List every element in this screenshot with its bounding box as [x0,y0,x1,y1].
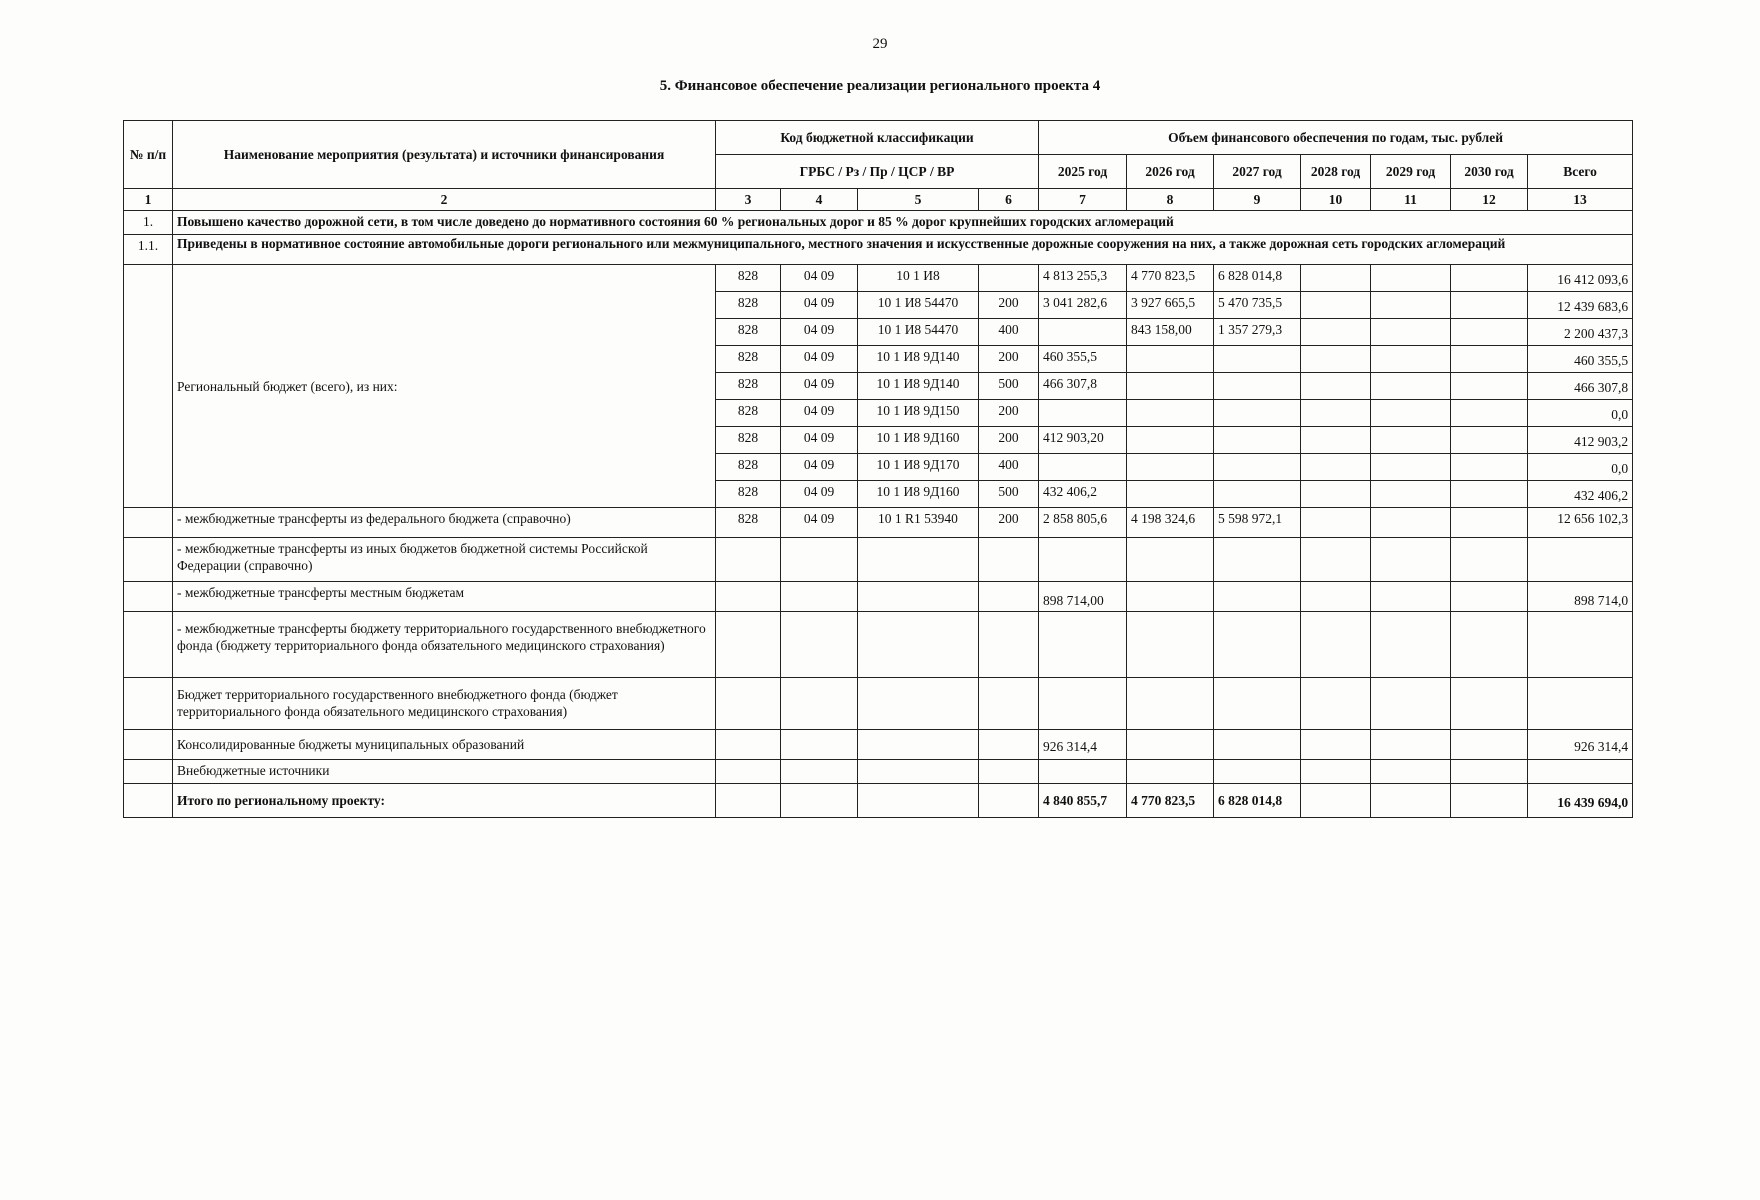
cell-vr: 200 [979,346,1039,373]
cell-2027: 6 828 014,8 [1214,265,1301,292]
cell-csr: 10 1 И8 [858,265,979,292]
row-label: - межбюджетные трансферты местным бюджетам [173,582,716,612]
cell-vr: 400 [979,319,1039,346]
col-number: 9 [1214,189,1301,211]
header-year-2028: 2028 год [1301,155,1371,189]
cell-rz: 04 09 [781,508,858,538]
extrabudget-row [124,760,1633,784]
cell-2025: 466 307,8 [1039,373,1127,400]
header-kbk-sub: ГРБС / Рз / Пр / ЦСР / ВР [716,155,1039,189]
cell-2025 [1039,400,1127,427]
cell-vr [979,265,1039,292]
subsection-text: Приведены в нормативное состояние автомобильные дороги регионального или межмуниципального, местного значения и искусственные дорожные сооружения на них, а также дорожная сеть городских агломераций [173,235,1633,265]
regional-budget-row [124,265,1633,292]
cell-2026: 4 770 823,5 [1127,784,1214,818]
header-year-2026: 2026 год [1127,155,1214,189]
col-number: 11 [1371,189,1451,211]
cell-rz: 04 09 [781,346,858,373]
cell-total: 16 439 694,0 [1528,784,1633,818]
cell-vr: 200 [979,508,1039,538]
cell-csr: 10 1 И8 9Д140 [858,346,979,373]
cell-vr: 500 [979,373,1039,400]
cell-2026: 843 158,00 [1127,319,1214,346]
cell-total: 898 714,0 [1528,582,1633,612]
regional-budget-label: Региональный бюджет (всего), из них: [173,265,716,508]
cell-rz: 04 09 [781,319,858,346]
cell-vr: 200 [979,400,1039,427]
row-label: - межбюджетные трансферты из федерального бюджета (справочно) [173,508,716,538]
cell-vr: 500 [979,481,1039,508]
cell-vr: 400 [979,454,1039,481]
cell-rz: 04 09 [781,427,858,454]
column-number-row [124,189,1633,211]
col-number: 6 [979,189,1039,211]
cell-total: 16 412 093,6 [1528,265,1633,292]
financing-table [123,120,1633,818]
cell-grbs: 828 [716,265,781,292]
cell-2027: 6 828 014,8 [1214,784,1301,818]
header-kbk: Код бюджетной классификации [716,121,1039,155]
cell-2025: 926 314,4 [1039,730,1127,760]
fund-transfers-row [124,612,1633,678]
cell-2025: 4 813 255,3 [1039,265,1127,292]
header-total: Всего [1528,155,1633,189]
row-label: Консолидированные бюджеты муниципальных образований [173,730,716,760]
regional-budget-group [124,265,1633,508]
col-number: 10 [1301,189,1371,211]
fed-transfers-row [124,508,1633,538]
header-year-2027: 2027 год [1214,155,1301,189]
cell-csr: 10 1 И8 9Д160 [858,481,979,508]
col-number: 12 [1451,189,1528,211]
cell-grbs: 828 [716,319,781,346]
cell-total: 12 656 102,3 [1528,508,1633,538]
cell-grbs: 828 [716,373,781,400]
cell-total: 2 200 437,3 [1528,319,1633,346]
col-number: 13 [1528,189,1633,211]
cell-2026 [1127,454,1214,481]
cell-2026 [1127,400,1214,427]
cell-grbs: 828 [716,454,781,481]
cell-2026 [1127,481,1214,508]
col-number: 5 [858,189,979,211]
cell-2025: 2 858 805,6 [1039,508,1127,538]
cell-2025: 432 406,2 [1039,481,1127,508]
cell-2026 [1127,346,1214,373]
cell-total: 0,0 [1528,454,1633,481]
other-transfers-row [124,538,1633,582]
section-number: 1. [124,211,173,235]
section-text: Повышено качество дорожной сети, в том числе доведено до нормативного состояния 60 % региональных дорог и 85 % дорог крупнейших городских агломераций [173,211,1633,235]
cell-grbs: 828 [716,481,781,508]
cell-2026: 3 927 665,5 [1127,292,1214,319]
cell-grbs: 828 [716,400,781,427]
municipal-row [124,730,1633,760]
header-name: Наименование мероприятия (результата) и источники финансирования [173,121,716,189]
cell-2027: 5 470 735,5 [1214,292,1301,319]
cell-2026 [1127,427,1214,454]
cell-grbs: 828 [716,346,781,373]
cell-2027 [1214,481,1301,508]
col-number: 2 [173,189,716,211]
cell-2027 [1214,373,1301,400]
row-label: Внебюджетные источники [173,760,716,784]
col-number: 1 [124,189,173,211]
cell-2025 [1039,454,1127,481]
cell-total: 432 406,2 [1528,481,1633,508]
cell-grbs: 828 [716,508,781,538]
cell-2027 [1214,346,1301,373]
col-number: 8 [1127,189,1214,211]
row-label: - межбюджетные трансферты бюджету территориального государственного внебюджетного фонда (бюджету территориального фонда обязательного медицинского страхования) [173,612,716,678]
cell-csr: 10 1 И8 9Д160 [858,427,979,454]
cell-csr: 10 1 И8 9Д150 [858,400,979,427]
cell-rz: 04 09 [781,373,858,400]
cell-total: 0,0 [1528,400,1633,427]
cell-vr: 200 [979,427,1039,454]
cell-csr: 10 1 R1 53940 [858,508,979,538]
header-year-2029: 2029 год [1371,155,1451,189]
cell-csr: 10 1 И8 9Д140 [858,373,979,400]
cell-2025: 4 840 855,7 [1039,784,1127,818]
header-num: № п/п [124,121,173,189]
cell-2026: 4 770 823,5 [1127,265,1214,292]
cell-rz: 04 09 [781,400,858,427]
cell-total: 926 314,4 [1528,730,1633,760]
document-title: 5. Финансовое обеспечение реализации регионального проекта 4 [659,78,1101,94]
cell-2027 [1214,427,1301,454]
cell-total: 466 307,8 [1528,373,1633,400]
col-number: 3 [716,189,781,211]
cell-grbs: 828 [716,427,781,454]
col-number: 7 [1039,189,1127,211]
header-year-2025: 2025 год [1039,155,1127,189]
local-transfers-row [124,582,1633,612]
cell-2027 [1214,454,1301,481]
cell-total: 460 355,5 [1528,346,1633,373]
row-label: - межбюджетные трансферты из иных бюджетов бюджетной системы Российской Федерации (справочно) [173,538,716,582]
cell-csr: 10 1 И8 54470 [858,292,979,319]
cell-grbs: 828 [716,292,781,319]
cell-2027: 1 357 279,3 [1214,319,1301,346]
cell-vr: 200 [979,292,1039,319]
page-number: 29 [872,36,888,52]
fund-budget-row [124,678,1633,730]
cell-2025 [1039,319,1127,346]
cell-2027 [1214,400,1301,427]
cell-2026 [1127,373,1214,400]
row-label: Итого по региональному проекту: [173,784,716,818]
cell-2027: 5 598 972,1 [1214,508,1301,538]
cell-rz: 04 09 [781,481,858,508]
grand-total-row [124,784,1633,818]
cell-total: 12 439 683,6 [1528,292,1633,319]
cell-2025: 460 355,5 [1039,346,1127,373]
header-volume: Объем финансового обеспечения по годам, тыс. рублей [1039,121,1633,155]
cell-2025: 412 903,20 [1039,427,1127,454]
section-row [124,211,1633,235]
cell-rz: 04 09 [781,292,858,319]
cell-2025: 898 714,00 [1039,582,1127,612]
subsection-number: 1.1. [124,235,173,265]
cell-csr: 10 1 И8 9Д170 [858,454,979,481]
cell-total: 412 903,2 [1528,427,1633,454]
cell-csr: 10 1 И8 54470 [858,319,979,346]
subsection-row [124,235,1633,265]
row-label: Бюджет территориального государственного внебюджетного фонда (бюджет территориального фонда обязательного медицинского страхования) [173,678,716,730]
cell-2025: 3 041 282,6 [1039,292,1127,319]
col-number: 4 [781,189,858,211]
cell-rz: 04 09 [781,454,858,481]
cell-rz: 04 09 [781,265,858,292]
cell-2026: 4 198 324,6 [1127,508,1214,538]
header-year-2030: 2030 год [1451,155,1528,189]
